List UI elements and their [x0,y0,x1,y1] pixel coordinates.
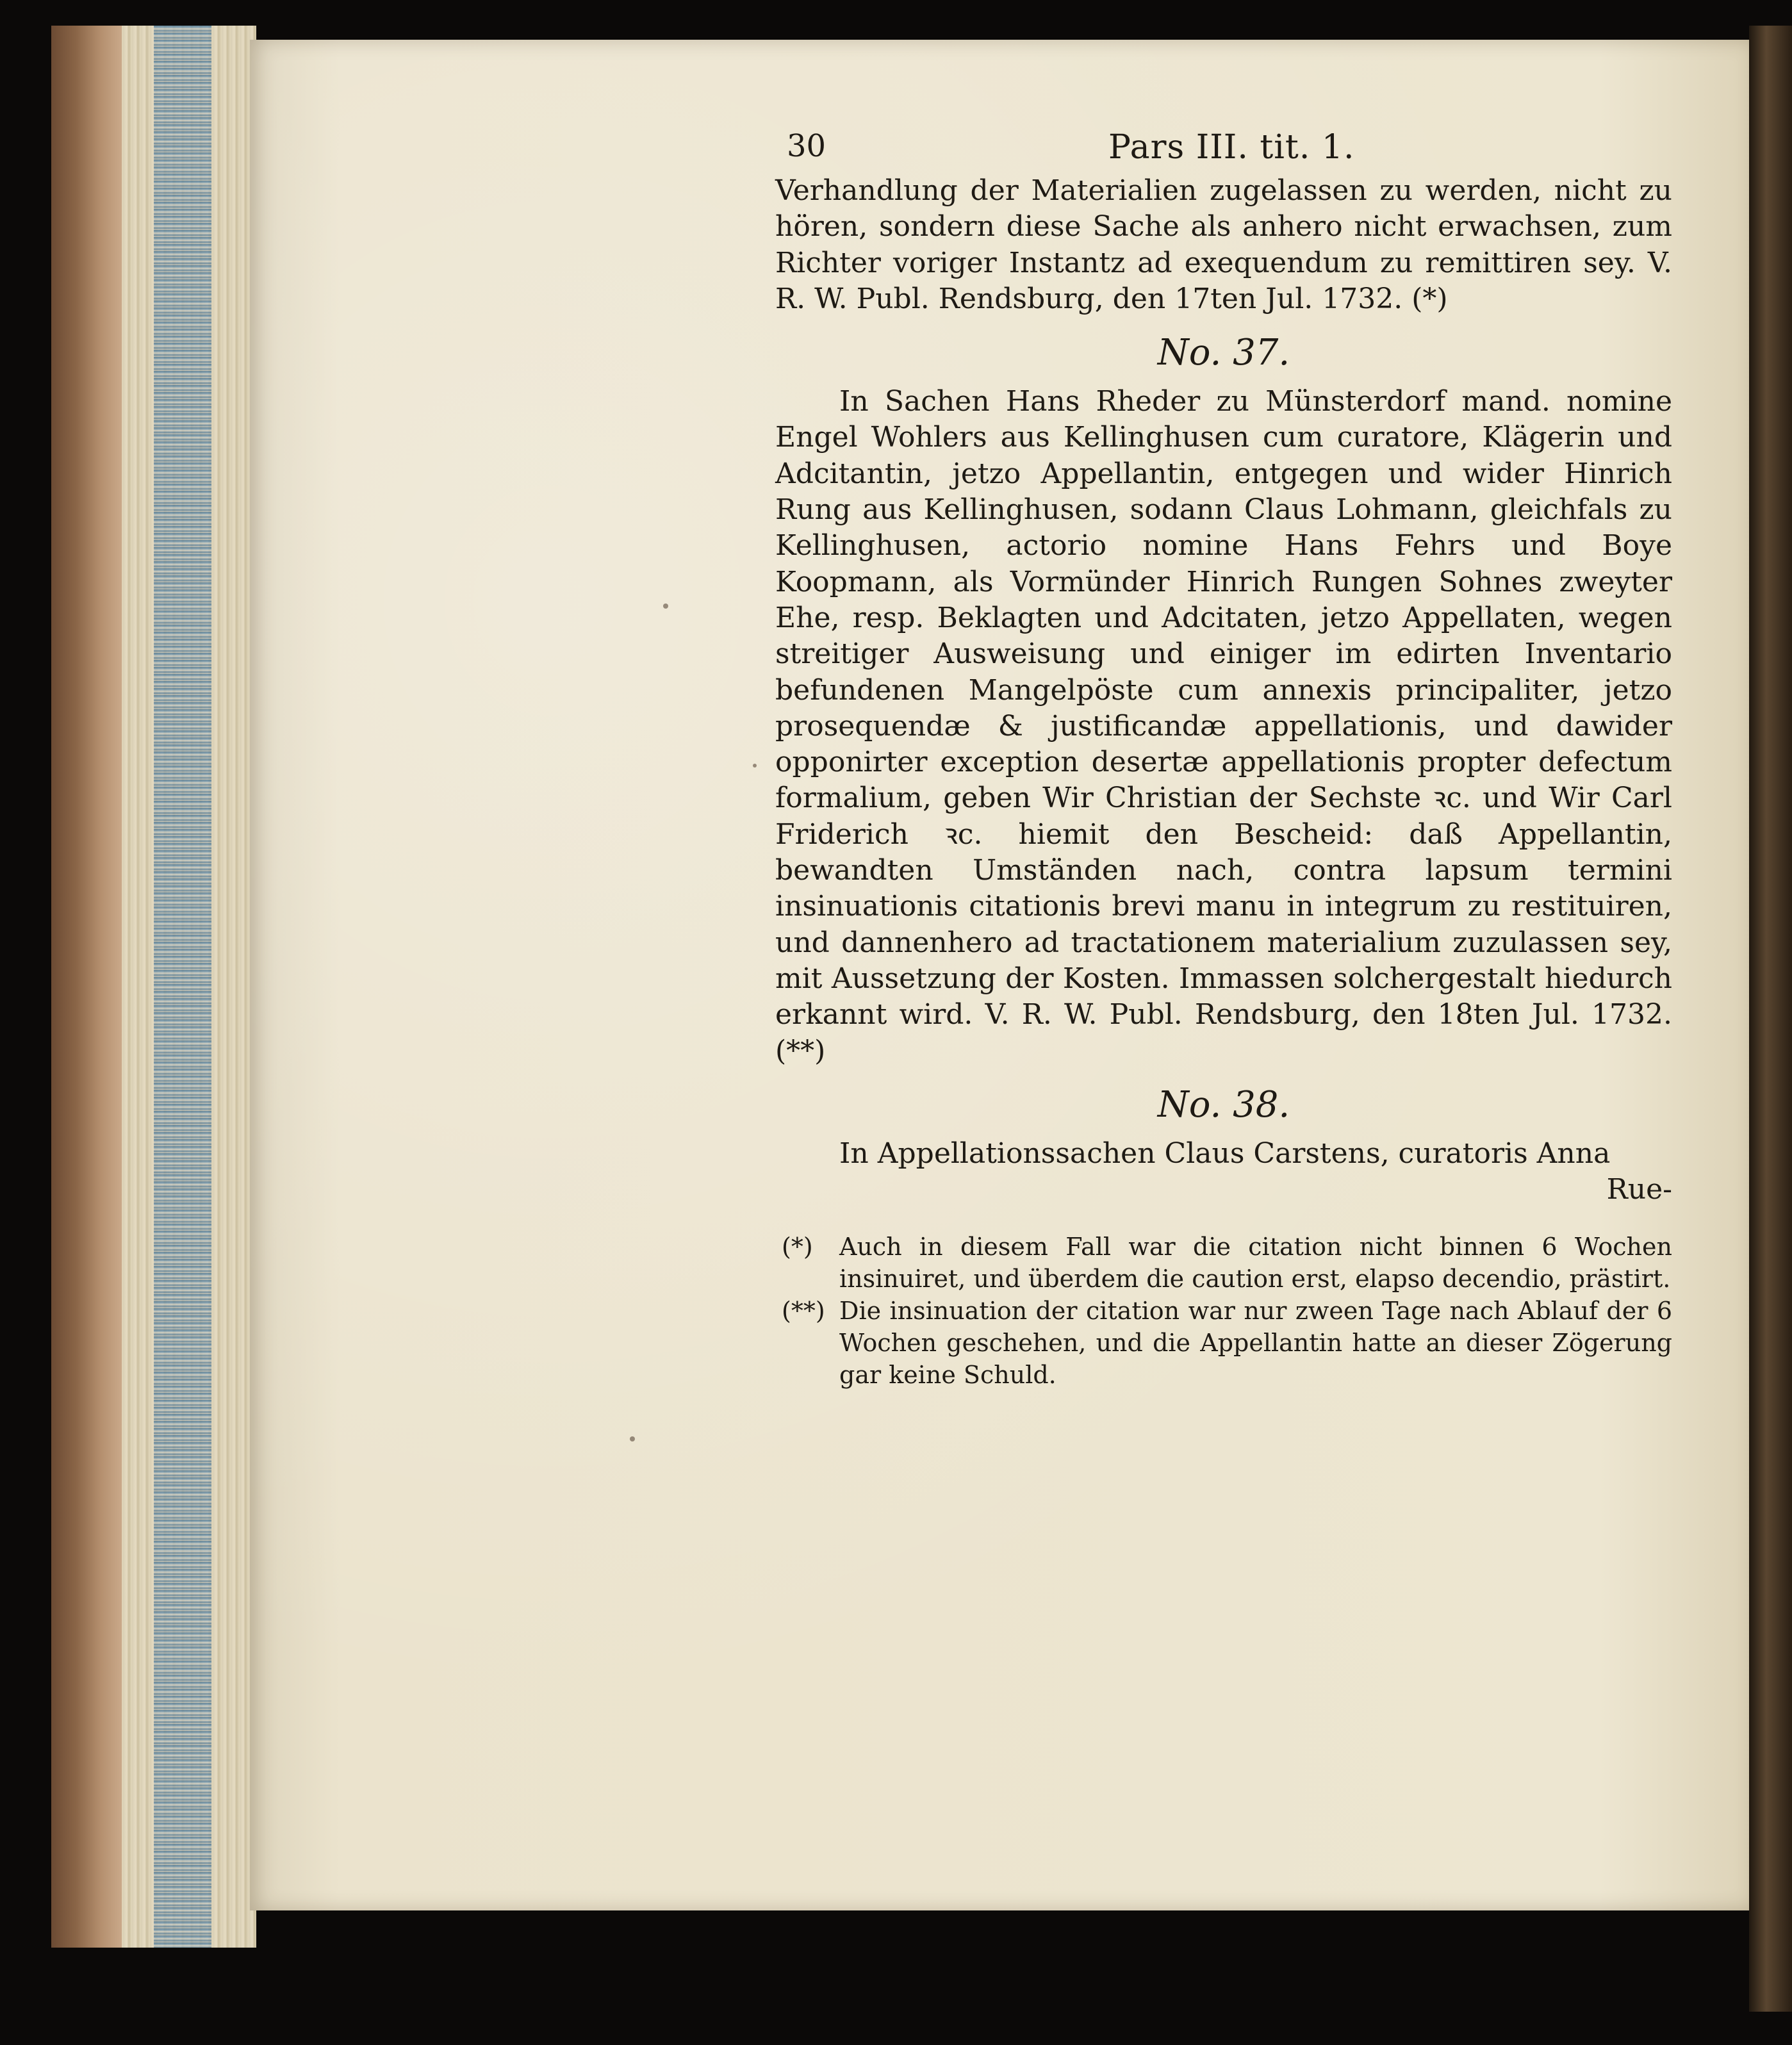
running-head-title: Pars III. tit. 1. [1108,128,1355,167]
footnotes [775,1231,1672,1391]
catchword: Rue- [1606,1173,1672,1206]
book-gutter [1749,26,1792,2012]
paper-speck [753,764,757,768]
running-head [775,115,1672,173]
footnote-item [775,1231,1672,1295]
footnote-text: Auch in diesem Fall war die citation nicht binnen 6 Wochen insinuiret, und überdem die caution erst, elapso decendio, prästirt. [839,1233,1672,1294]
continuation-paragraph: Verhandlung der Materialien zugelassen zu werden, nicht zu hören, sondern diese Sache als anhero nicht erwachsen, zum Richter voriger Instantz ad exequendum zu remittiren sey. V. R. W. Publ. Rendsburg, den 17ten Jul. 1732. (*) [775,174,1672,315]
case-38-paragraph: In Appellationssachen Claus Carstens, curatoris Anna [839,1137,1611,1170]
book-page-edges [51,26,256,1948]
footnote-text: Die insinuation der citation war nur zween Tage nach Ablauf der 6 Wochen geschehen, und die Appellantin hatte an dieser Zögerung gar keine Schuld. [839,1297,1672,1390]
page-text-block [775,115,1672,1391]
case-37-paragraph: In Sachen Hans Rheder zu Münsterdorf mand. nomine Engel Wohlers aus Kellinghusen cum curatore, Klägerin und Adcitantin, jetzo Appellantin, entgegen und wider Hinrich Rung aus Kellinghusen, sodann Claus Lohmann, gleichfals zu Kellinghusen, actorio nomine Hans Fehrs und Boye Koopmann, als Vormünder Hinrich Rungen Sohnes zweyter Ehe, resp. Beklagten und Adcitaten, jetzo Appellaten, wegen streitiger Ausweisung und einiger im edirten Inventario befundenen Mangelpöste cum annexis principaliter, jetzo prosequendæ & justificandæ appellationis, und dawider opponirter exception desertæ appellationis propter defectum formalium, geben Wir Christian der Sechste ꝛc. und Wir Carl Friderich ꝛc. hiemit den Bescheid: daß Appellantin, bewandten Umständen nach, contra lapsum termini insinuationis citationis brevi manu in integrum zu restituiren, und dannenhero ad tractationem materialium zuzulassen sey, mit Aussetzung der Kosten. Immassen solchergestalt hiedurch erkannt wird. V. R. W. Publ. Rendsburg, den 18ten Jul. 1732. (**) [775,385,1672,1067]
paper-speck [630,1436,635,1441]
footnote-item [775,1295,1672,1391]
footnote-marker: (**) [782,1297,825,1326]
case-37-heading: No. 37. [1157,332,1290,374]
case-38-heading: No. 38. [1157,1083,1290,1126]
footnote-marker: (*) [782,1233,813,1261]
page-number: 30 [787,128,826,164]
paper-speck [663,604,668,609]
